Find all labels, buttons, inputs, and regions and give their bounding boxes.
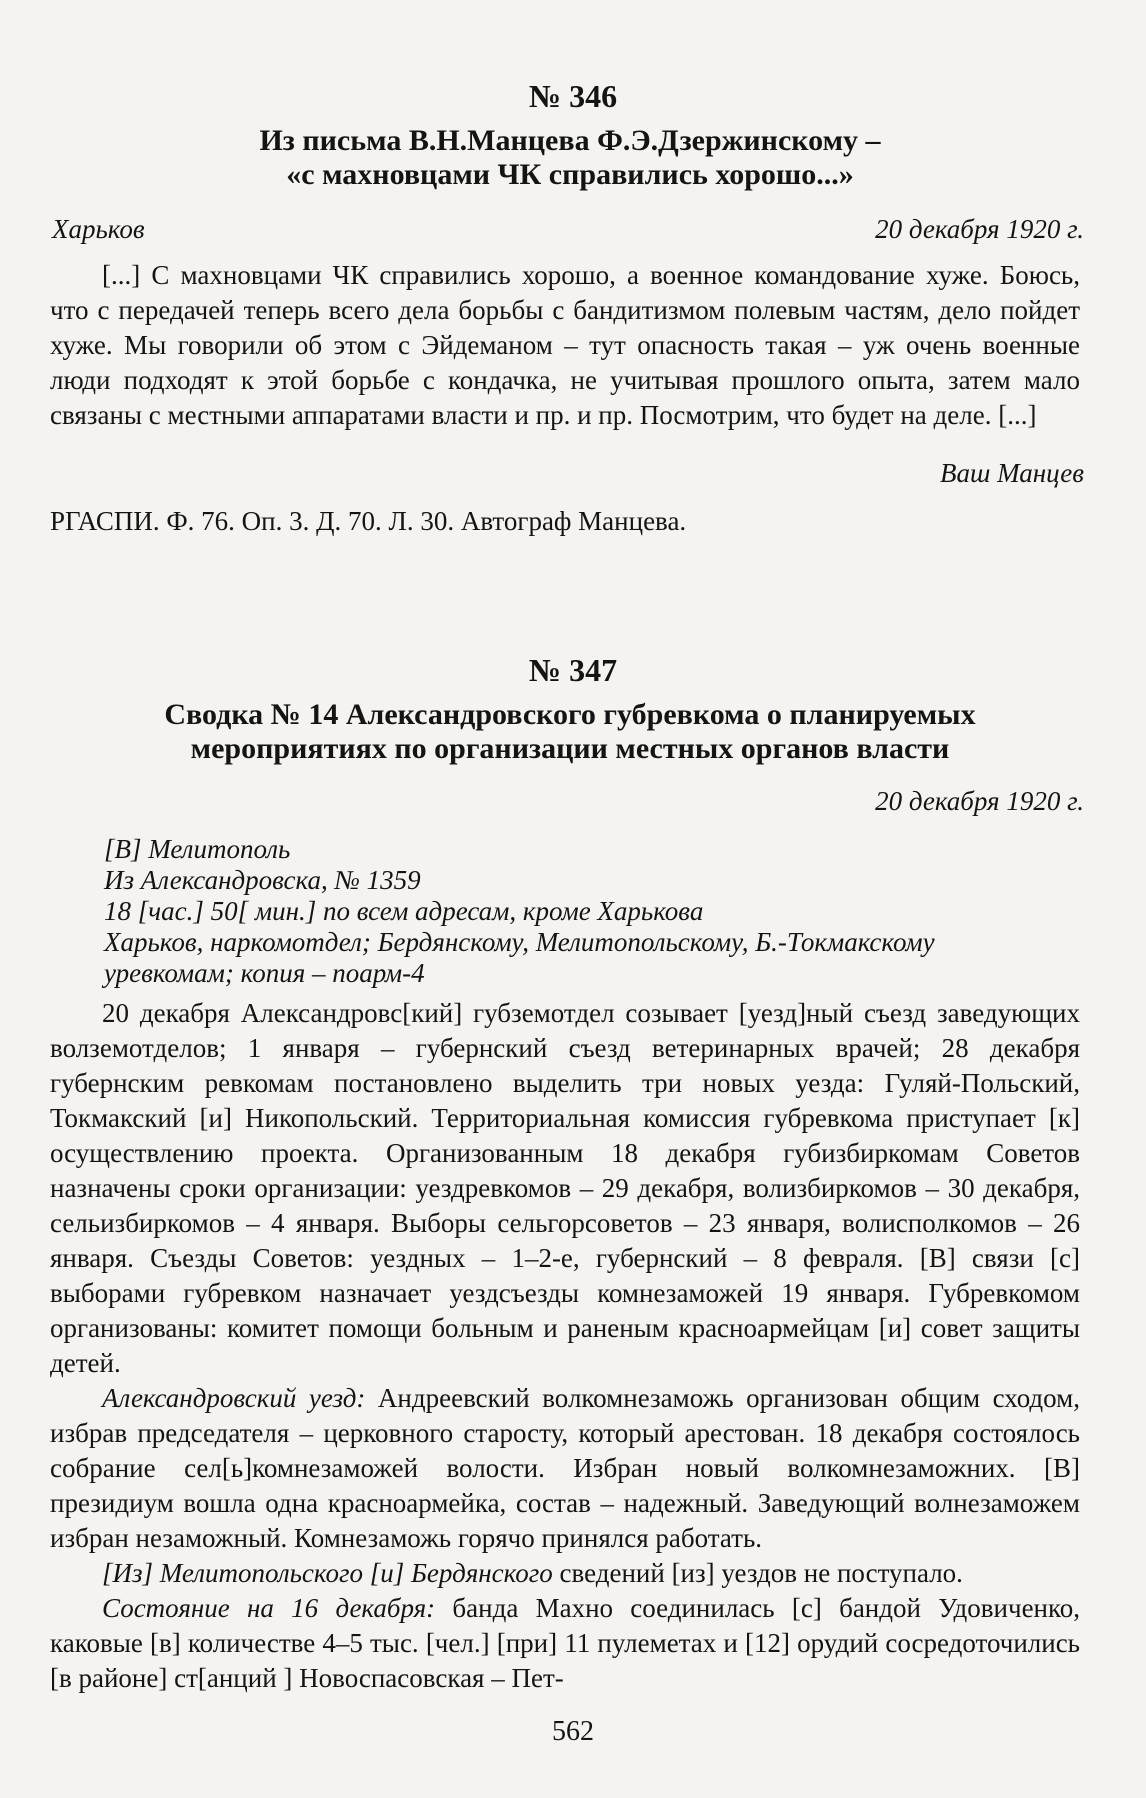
doc-346-body: [...] С махновцами ЧК справились хорошо, а военное командование хуже. Боюсь, что с передачей теперь всего дела борьбы с бандитизмом полевым частям, дело пойдет хуже. Мы говорили об этом с Эйдеманом – тут опасность такая – уж очень военные люди подходят к этой борьбе с кондачка, не учитывая прошлого опыта, затем мало связаны с местными аппаратами власти и пр. и пр. Посмотрим, что будет на деле. [...] [50,260,1080,430]
doc-347-body-block [50,996,1080,1696]
doc-346-signature: Ваш Манцев [939,458,1084,488]
address-line: Харьков, наркомотдел; Бердянскому, Мелитопольскому, Б.-Токмакскому [104,927,935,957]
page-number: 562 [552,1716,594,1747]
doc-346-title-line1: Из письма В.Н.Манцева Ф.Э.Дзержинскому – [259,124,881,157]
address-line: Из Александровска, № 1359 [104,865,421,895]
paragraph-3-text: сведений [из] уездов не поступало. [552,1558,963,1588]
paragraph-3-label: [Из] Мелитопольского [и] Бердянского [102,1558,553,1588]
doc-347-paragraph-1: 20 декабря Александровс[кий] губземотдел созывает [уезд]ный съезд заведующих волземотделов; 1 января – губернский съезд ветеринарных врачей; 28 декабря губернским ревкомам постановлено выделить три новых уезда: Гуляй-Польский, Токмакский [и] Никопольский. Территориальная комиссия губревкома приступает [к] осуществлению проекта. Организованным 18 декабря губизбиркомам Советов назначены сроки организации: уездревкомов – 29 декабря, волизбиркомов – 30 декабря, сельизбиркомов – 4 января. Выборы сельгорсоветов – 23 января, волисполкомов – 26 января. Съезды Советов: уездных – 1–2-е, губернский – 8 февраля. [В] связи [с] выборами губревком назначает уездсъезды комнезаможей 19 января. Губревкомом организованы: комитет помощи больным и раненым красноармейцам [и] совет защиты детей. [50,998,1080,1378]
doc-347-title-line2: мероприятиях по организации местных органов власти [190,732,950,765]
paragraph-4-label: Состояние на 16 декабря: [102,1593,436,1623]
doc-346-archive-reference: РГАСПИ. Ф. 76. Оп. 3. Д. 70. Л. 30. Автограф Манцева. [50,506,687,536]
doc-346-place: Харьков [52,214,145,244]
doc-346-number: № 346 [528,78,618,114]
doc-347-address-block [104,834,1084,989]
doc-347-paragraph-3 [50,1556,1080,1591]
doc-347-number: № 347 [528,652,618,688]
doc-347-paragraph-2 [50,1381,1080,1556]
doc-346-body-block [50,258,1080,433]
doc-347-paragraph-4 [50,1591,1080,1696]
address-line: [В] Мелитополь [104,834,291,864]
address-line: уревкомам; копия – поарм-4 [104,958,425,988]
paragraph-2-label: Александровский уезд: [102,1383,366,1413]
doc-346-title-line2: «с махновцами ЧК справились хорошо...» [286,158,854,191]
paragraph-4-text: банда Махно соединилась [с] бандой Удовиченко, каковые [в] количестве 4–5 тыс. [чел.] [при] 11 пулеметах и [12] орудий сосредоточились [в районе] ст[анций ] Новоспасовская – Пет- [50,1593,1080,1693]
doc-346-date: 20 декабря 1920 г. [875,214,1084,244]
doc-347-title [60,698,1080,766]
paragraph-2-text: Андреевский волкомнезаможь организован общим сходом, избрав председателя – церковного старосту, который арестован. 18 декабря состоялось собрание сел[ь]комнезаможей волости. Избран новый волкомнезаможних. [В] президиум вошла одна красноармейка, состав – надежный. Заведующий волнезаможем избран незаможный. Комнезаможь горячо принялся работать. [50,1383,1080,1553]
address-line: 18 [час.] 50[ мин.] по всем адресам, кроме Харькова [104,896,704,926]
doc-346-title [60,124,1080,192]
doc-347-title-line1: Сводка № 14 Александровского губревкома о планируемых [164,698,976,731]
doc-347-date: 20 декабря 1920 г. [875,786,1084,816]
